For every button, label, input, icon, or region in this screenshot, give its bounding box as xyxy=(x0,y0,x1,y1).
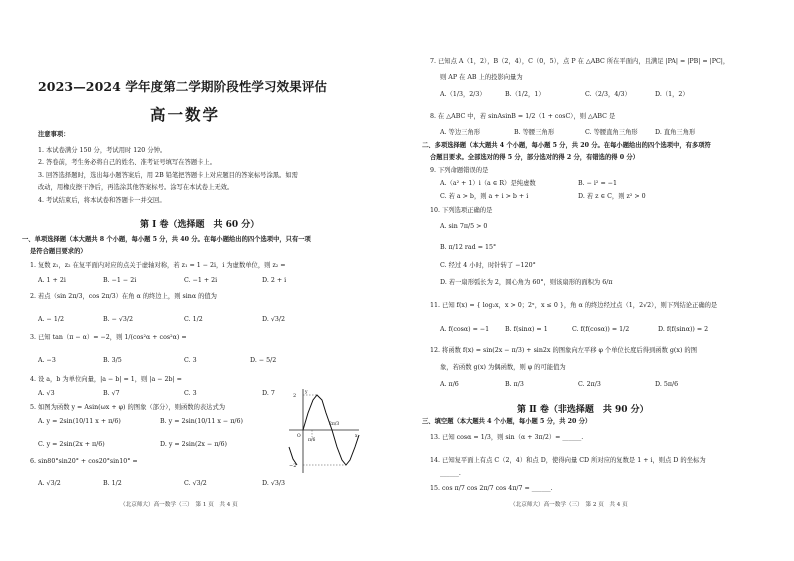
q3-option-d: D. − 5/2 xyxy=(250,357,277,364)
q1-option-b: B. −1 − 2i xyxy=(103,277,137,284)
question-6: 6. sin80°sin20° + cos20°sin10° = xyxy=(30,458,138,465)
q9-option-d: D. 若 z ∈ C，则 z² > 0 xyxy=(578,193,646,200)
part1-heading: 第 Ⅰ 卷（选择题 共 60 分） xyxy=(140,220,260,230)
graph-y-top: 2 xyxy=(293,393,297,399)
q3-option-b: B. 3/5 xyxy=(103,357,122,364)
q9-option-a: A.（a² + 1）i（a ∈ R）是纯虚数 xyxy=(440,180,536,187)
multi-choice-heading-cont: 合题目要求。全部选对的得 5 分，部分选对的得 2 分，有错选的得 0 分） xyxy=(430,154,639,161)
q4-option-b: B. √7 xyxy=(103,390,120,397)
q12-option-d: D. 5π/6 xyxy=(655,381,679,388)
question-9: 9. 下列命题错误的是 xyxy=(430,167,489,174)
q12-option-b: B. π/3 xyxy=(505,381,524,388)
q11-option-c: C. f(f(cosα)) = 1/2 xyxy=(572,326,630,333)
q1-option-d: D. 2 + i xyxy=(262,277,287,284)
q11-option-a: A. f(cosα) = −1 xyxy=(440,326,490,333)
multi-choice-heading: 二、多项选择题（本大题共 4 个小题，每小题 5 分，共 20 分。在每小题给出的四个选项中，有多项符 xyxy=(422,142,711,149)
graph-x-mark-2: 2π/3 xyxy=(329,422,340,427)
question-7-cont: 则 AP 在 AB 上的投影向量为 xyxy=(440,74,523,81)
q5-option-d: D. y = 2sin(2x − π/6) xyxy=(160,441,227,448)
question-14-cont: ______. xyxy=(440,470,461,477)
q5-sine-graph xyxy=(285,385,363,477)
q10-option-b: B. π/12 rad = 15° xyxy=(440,244,497,251)
single-choice-heading: 一、单项选择题（本大题共 8 个小题，每小题 5 分，共 40 分。在每小题给出的四个选项中，只有一项 xyxy=(22,236,311,243)
question-10: 10. 下列选项正确的是 xyxy=(430,207,493,214)
q6-option-c: C. √3/2 xyxy=(184,480,207,487)
q7-option-a: A.（1/3，2/3） xyxy=(440,91,486,98)
q8-option-d: D. 直角三角形 xyxy=(655,129,696,136)
q9-option-b: B. − i² = −1 xyxy=(578,180,618,187)
left-footer: （北京师大）高一数学（三） 第 1 页 共 4 页 xyxy=(120,502,238,508)
q5-option-b: B. y = 2sin(10/11 x − π/6) xyxy=(160,418,243,425)
notice-1: 1. 本试卷满分 150 分，考试用时 120 分钟。 xyxy=(38,147,167,154)
question-14: 14. 已知复平面上有点 C（2，4）和点 D，使得向量 CD 所对应的复数是 1 + i，则点 D 的坐标为 xyxy=(430,457,706,464)
graph-y-label: y xyxy=(305,390,308,395)
q2-option-b: B. − √3/2 xyxy=(103,316,134,323)
q1-option-c: C. −1 + 2i xyxy=(184,277,218,284)
notice-2: 2. 答卷前，考生务必将自己的姓名、准考证号填写在答题卡上。 xyxy=(38,159,217,166)
question-3: 3. 已知 tan（π − α）= −2，则 1/(cos²α + cos²α) = xyxy=(30,334,187,341)
q4-option-c: C. 3 xyxy=(184,390,197,397)
q2-option-a: A. − 1/2 xyxy=(38,316,64,323)
q8-option-c: C. 等腰直角三角形 xyxy=(585,129,638,136)
q2-option-c: C. 1/2 xyxy=(184,316,203,323)
fill-blank-heading: 三、填空题（本大题共 4 个小题，每小题 5 分，共 20 分） xyxy=(422,418,592,425)
q8-option-a: A. 等边三角形 xyxy=(440,129,481,136)
q11-option-b: B. f(sinα) = 1 xyxy=(505,326,548,333)
right-footer: （北京师大）高一数学（三） 第 2 页 共 4 页 xyxy=(510,502,628,508)
graph-y-bottom: −2 xyxy=(289,463,297,469)
graph-origin: O xyxy=(297,434,301,439)
q4-option-a: A. √3 xyxy=(38,390,55,397)
q6-option-d: D. √3/3 xyxy=(262,480,285,487)
question-13: 13. 已知 cosα = 1/3，则 sin（α + 3π/2）= ______. xyxy=(430,434,584,441)
q6-option-a: A. √3/2 xyxy=(38,480,61,487)
single-choice-heading-cont: 是符合题目要求的） xyxy=(30,248,87,255)
q7-option-c: C.（2/3，4/3） xyxy=(585,91,631,98)
q6-option-b: B. 1/2 xyxy=(103,480,122,487)
q1-option-a: A. 1 + 2i xyxy=(38,277,66,284)
q7-option-d: D.（1，2） xyxy=(655,91,689,98)
q4-option-d: D. 7 xyxy=(262,390,275,397)
question-7: 7. 已知点 A（1，2），B（2，4），C（0，5），点 P 在 △ABC 所在平面内，且满足 |PA| = |PB| = |PC|， xyxy=(430,58,730,65)
q3-option-c: C. 3 xyxy=(184,357,197,364)
exam-subject: 高一数学 xyxy=(150,105,221,124)
q10-option-a: A. sin 7π/5 > 0 xyxy=(440,223,488,230)
q12-option-a: A. π/6 xyxy=(440,381,459,388)
q5-option-a: A. y = 2sin(10/11 x + π/6) xyxy=(38,418,121,425)
q10-option-c: C. 经过 4 小时，时针转了 −120° xyxy=(440,262,536,269)
question-12-cont: 象，若函数 g(x) 为偶函数，则 φ 的可能值为 xyxy=(440,364,566,371)
q3-option-a: A. −3 xyxy=(38,357,56,364)
question-5: 5. 如图为函数 y = Asin(ωx + φ) 的图象（部分），则函数的表达式为 xyxy=(30,404,226,411)
graph-x-mark-1: π/6 xyxy=(308,438,316,443)
graph-x-label: x xyxy=(355,434,358,439)
notice-3-cont: 改动，用橡皮擦干净后，再选涂其他答案标号。涂写在本试卷上无效。 xyxy=(38,184,234,191)
notice-3: 3. 回答选择题时，选出每小题答案后，用 2B 铅笔把答题卡上对应题目的答案标号涂黑。如需 xyxy=(38,172,298,179)
q2-option-d: D. √3/2 xyxy=(262,316,285,323)
notice-4: 4. 考试结束后，将本试卷和答题卡一并交回。 xyxy=(38,197,166,204)
q7-option-b: B.（1/2，1） xyxy=(505,91,545,98)
question-12: 12. 将函数 f(x) = sin(2x − π/3) + sin2x 的图象向左平移 φ 个单位长度后得到函数 g(x) 的图 xyxy=(430,347,697,354)
part2-heading: 第 Ⅱ 卷（非选择题 共 90 分） xyxy=(517,405,649,415)
question-8: 8. 在 △ABC 中，若 sinAsinB = 1/2（1 + cosC），则 △ABC 是 xyxy=(430,113,616,120)
q8-option-b: B. 等腰三角形 xyxy=(514,129,555,136)
question-15: 15. cos π/7 cos 2π/7 cos 4π/7 = ______. xyxy=(430,485,553,492)
q12-option-c: C. 2π/3 xyxy=(578,381,601,388)
exam-title: 2023—2024 学年度第二学期阶段性学习效果评估 xyxy=(38,79,328,94)
q11-option-d: D. f(f(sinα)) = 2 xyxy=(658,326,709,333)
question-11: 11. 已知 f(x) = { log₂x，x > 0；2ˣ，x ≤ 0 }，角 α 的终边经过点（1，2√2），则下列结论正确的是 xyxy=(430,302,718,309)
q9-option-c: C. 若 a > b，则 a + i > b + i xyxy=(440,193,529,200)
notice-heading: 注意事项： xyxy=(38,131,70,138)
q10-option-d: D. 若一扇形弧长为 2，圆心角为 60°，则该扇形的面积为 6/π xyxy=(440,279,613,286)
question-4: 4. 设 a，b 为单位向量，|a − b| = 1，则 |a − 2b| = xyxy=(30,376,182,383)
question-2: 2. 若点（sin 2π/3，cos 2π/3）在角 α 的终边上，则 sinα 的值为 xyxy=(30,293,217,300)
question-1: 1. 复数 z₁，z₂ 在复平面内对应的点关于虚轴对称，若 z₁ = 1 − 2i，i 为虚数单位，则 z₂ = xyxy=(30,262,286,269)
q5-option-c: C. y = 2sin(2x + π/6) xyxy=(38,441,105,448)
